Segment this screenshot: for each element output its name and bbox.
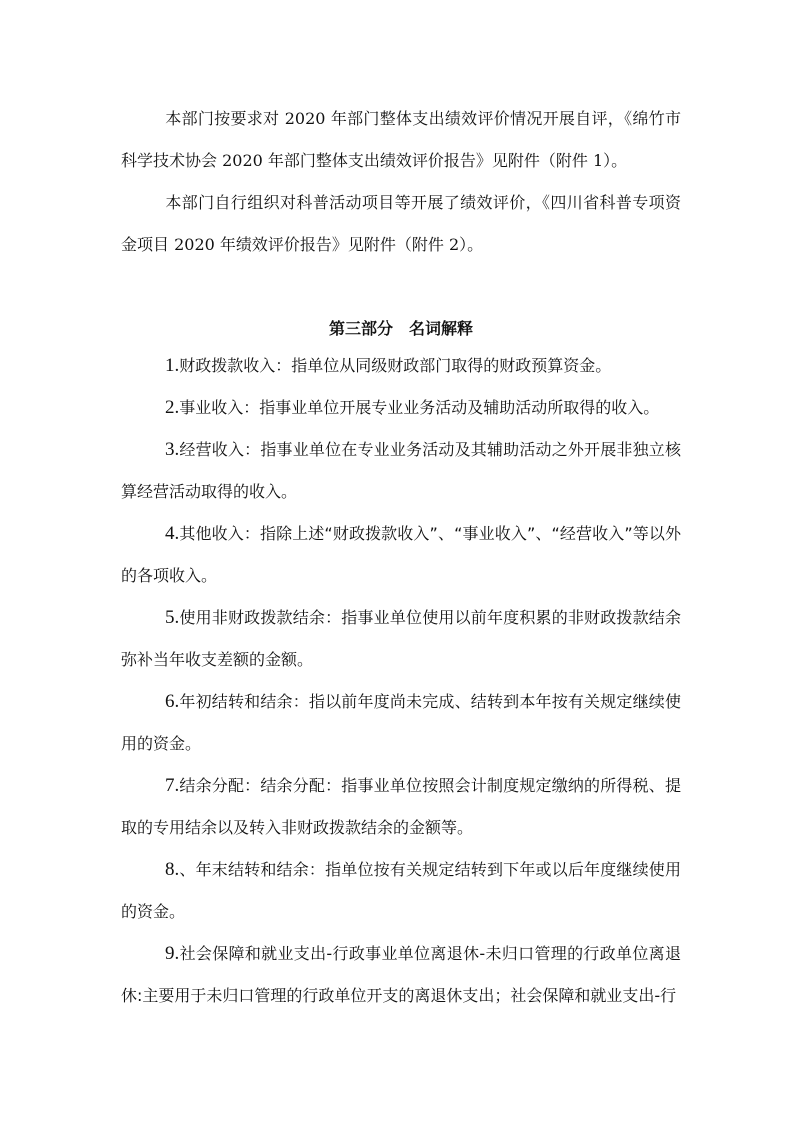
definition-number: 5. [165, 607, 180, 628]
definition-text: 事业收入：指事业单位开展专业业务活动及辅助活动所取得的收入。 [179, 398, 660, 417]
definition-number: 9. [165, 943, 180, 964]
definition-text: 社会保障和就业支出-行政事业单位离退休-未归口管理的行政单位离退休:主要用于未归口管理的行政单位开支的离退休支出；社会保障和就业支出-行 [121, 944, 681, 1005]
definition-text: 、年末结转和结余：指单位按有关规定结转到下年或以后年度继续使用的资金。 [121, 860, 681, 921]
section-title: 名词解释 [409, 319, 474, 338]
definition-item [121, 597, 681, 681]
definition-item [121, 345, 681, 387]
definition-item [121, 849, 681, 933]
definition-number: 3. [165, 439, 180, 460]
definition-text: 经营收入：指事业单位在专业业务活动及其辅助活动之外开展非独立核算经营活动取得的收入。 [121, 440, 681, 501]
definition-text: 使用非财政拨款结余：指事业单位使用以前年度积累的非财政拨款结余弥补当年收支差额的金额。 [121, 608, 681, 669]
definition-number: 8. [165, 859, 180, 880]
definition-text: 财政拨款收入：指单位从同级财政部门取得的财政预算资金。 [179, 356, 612, 375]
definition-item [121, 933, 681, 1017]
definition-number: 7. [165, 775, 180, 796]
definition-item [121, 681, 681, 765]
definition-item [121, 513, 681, 597]
intro-paragraph [121, 182, 681, 266]
definition-item [121, 765, 681, 849]
intro-text: 本部门自行组织对科普活动项目等开展了绩效评价，《四川省科普专项资金项目 2020 年绩效评价报告》见附件（附件 2）。 [121, 193, 681, 254]
definition-item [121, 387, 681, 429]
definition-number: 1. [165, 355, 180, 376]
definition-number: 2. [165, 397, 180, 418]
definition-item [121, 429, 681, 513]
definition-text: 其他收入：指除上述“财政拨款收入”、“事业收入”、“经营收入”等以外的各项收入。 [121, 524, 681, 585]
definition-text: 结余分配：结余分配：指事业单位按照会计制度规定缴纳的所得税、提取的专用结余以及转入非财政拨款结余的金额等。 [121, 776, 681, 837]
section-part: 第三部分 [328, 319, 393, 338]
definition-text: 年初结转和结余：指以前年度尚未完成、结转到本年按有关规定继续使用的资金。 [121, 692, 681, 753]
intro-text: 本部门按要求对 2020 年部门整体支出绩效评价情况开展自评，《绵竹市科学技术协会 2020 年部门整体支出绩效评价报告》见附件（附件 1）。 [121, 109, 681, 170]
intro-paragraph [121, 98, 681, 182]
definition-number: 4. [165, 523, 180, 544]
definition-number: 6. [165, 691, 180, 712]
section-heading [121, 317, 681, 341]
